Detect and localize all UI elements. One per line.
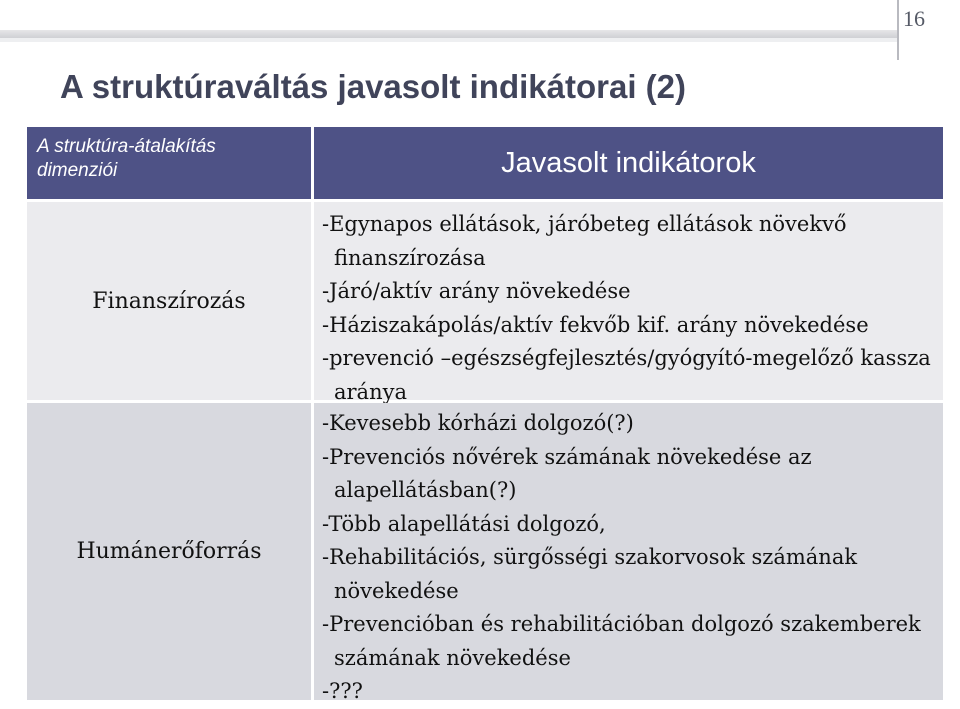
- indicator-item: -Prevenciós nővérek számának növekedése az alapellátásban(?): [322, 444, 812, 502]
- top-band-light: [0, 38, 897, 42]
- indicator-list: [322, 208, 937, 409]
- indicator-table: [27, 127, 943, 703]
- header-dimensions: A struktúra-átalakítás dimenziói: [27, 127, 311, 199]
- indicators-cell: [314, 202, 943, 404]
- indicator-item: -Kevesebb kórházi dolgozó(?): [322, 411, 634, 435]
- indicators-cell: [314, 403, 943, 703]
- dimension-cell: Humánerőforrás: [27, 403, 311, 700]
- indicator-item: -Járó/aktív arány növekedése: [322, 279, 631, 303]
- indicator-item: -Több alapellátási dolgozó,: [322, 511, 606, 536]
- indicator-item: -prevenció –egészségfejlesztés/gyógyító-megelőző kassza aránya: [322, 346, 931, 404]
- dimension-cell: Finanszírozás: [27, 202, 311, 400]
- slide-title: A struktúraváltás javasolt indikátorai (2): [60, 68, 686, 105]
- indicator-item: -???: [322, 679, 363, 703]
- indicator-list: [322, 407, 937, 709]
- indicator-item: -Rehabilitációs, sürgősségi szakorvosok számának növekedése: [322, 545, 858, 603]
- indicator-item: -Prevencióban és rehabilitációban dolgozó szakemberek számának növekedése: [322, 612, 921, 670]
- slide-number: 16: [903, 6, 925, 31]
- indicator-item: -Egynapos ellátások, járóbeteg ellátások növekvő finanszírozása: [322, 212, 847, 270]
- top-decoration-bar: [0, 0, 960, 40]
- indicator-item: -Háziszakápolás/aktív fekvőb kif. arány növekedése: [322, 312, 869, 337]
- header-indicators: Javasolt indikátorok: [314, 127, 943, 199]
- top-band: [0, 30, 897, 38]
- corner-divider: [897, 0, 899, 60]
